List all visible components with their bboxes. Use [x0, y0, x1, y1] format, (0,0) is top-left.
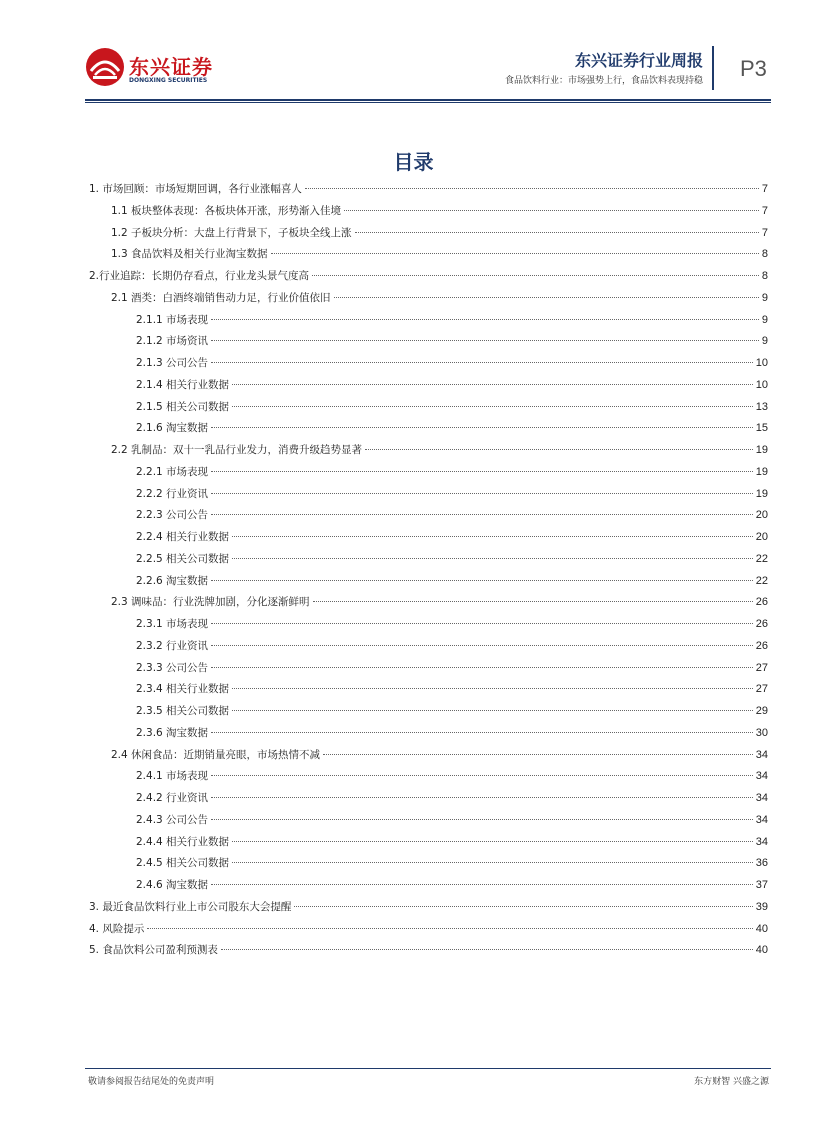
toc-leader-dots — [211, 645, 753, 646]
toc-leader-dots — [211, 623, 753, 624]
toc-entry[interactable] — [85, 942, 768, 964]
toc-entry-label: 2.3.1 市场表现 — [136, 618, 209, 630]
toc-leader-dots — [344, 210, 759, 211]
toc-entry-page: 27 — [755, 683, 768, 696]
toc-leader-dots — [232, 688, 753, 689]
toc-leader-dots — [211, 775, 753, 776]
toc-leader-dots — [232, 841, 753, 842]
toc-entry[interactable] — [85, 812, 768, 834]
toc-entry[interactable] — [85, 529, 768, 551]
toc-entry[interactable] — [85, 377, 768, 399]
toc-entry-label: 1.2 子板块分析：大盘上行背景下，子板块全线上涨 — [111, 226, 352, 239]
toc-entry[interactable] — [85, 551, 768, 573]
toc-leader-dots — [313, 601, 753, 602]
toc-entry[interactable] — [85, 921, 768, 943]
toc-leader-dots — [211, 732, 753, 733]
toc-entry[interactable] — [85, 355, 768, 377]
toc-entry-label: 2.行业追踪：长期仍存看点，行业龙头景气度高 — [89, 270, 310, 282]
report-title: 东兴证券行业周报 — [574, 51, 703, 70]
toc-entry[interactable] — [85, 681, 768, 703]
toc-entry[interactable] — [85, 616, 768, 638]
toc-leader-dots — [232, 862, 753, 863]
toc-title: 目录 — [393, 150, 434, 174]
toc-entry-page: 7 — [761, 226, 768, 239]
toc-entry-page: 34 — [755, 748, 768, 761]
toc-leader-dots — [211, 514, 753, 515]
toc-leader-dots — [211, 427, 753, 428]
toc-entry[interactable] — [85, 333, 768, 355]
toc-entry-page: 26 — [755, 596, 768, 609]
toc-entry-label: 2.4.4 相关行业数据 — [136, 835, 230, 848]
toc-entry[interactable] — [85, 420, 768, 442]
footer-slogan: 东方财智 兴盛之源 — [694, 1077, 769, 1087]
toc-entry-page: 10 — [755, 378, 768, 391]
page-number: P3 — [740, 56, 767, 81]
toc-entry-label: 2.2.1 市场表现 — [136, 465, 209, 478]
toc-entry-page: 26 — [755, 639, 768, 652]
toc-entry-label: 2.1.5 相关公司数据 — [136, 400, 230, 413]
toc-entry-page: 34 — [755, 835, 768, 848]
header-rule-thin — [85, 102, 771, 103]
toc-leader-dots — [221, 949, 753, 950]
toc-entry-label: 2.1 酒类：白酒终端销售动力足，行业价值依旧 — [111, 291, 331, 304]
toc-leader-dots — [232, 536, 753, 537]
toc-entry-label: 2.2.5 相关公司数据 — [136, 552, 230, 565]
toc-entry-label: 2.1.6 淘宝数据 — [136, 422, 209, 435]
toc-entry-label: 2.3.5 相关公司数据 — [136, 705, 230, 717]
header-divider — [712, 46, 714, 90]
toc-entry-label: 2.4.1 市场表现 — [136, 770, 209, 783]
toc-entry-page: 10 — [755, 357, 768, 369]
table-of-contents — [85, 181, 768, 964]
toc-leader-dots — [232, 384, 753, 385]
toc-leader-dots — [147, 928, 752, 929]
toc-entry-page: 7 — [761, 183, 768, 195]
toc-leader-dots — [294, 906, 752, 907]
toc-entry-page: 29 — [755, 705, 768, 717]
toc-entry[interactable] — [85, 312, 768, 334]
toc-leader-dots — [211, 667, 753, 668]
toc-entry-label: 2.4.3 公司公告 — [136, 813, 209, 826]
toc-entry-label: 3. 最近食品饮料行业上市公司股东大会提醒 — [89, 900, 292, 913]
toc-entry[interactable] — [85, 594, 768, 616]
toc-entry-page: 9 — [761, 335, 768, 348]
toc-entry-label: 2.2.2 行业资讯 — [136, 487, 209, 500]
toc-entry-label: 2.3.6 淘宝数据 — [136, 726, 209, 739]
toc-entry[interactable] — [85, 464, 768, 486]
toc-entry-page: 37 — [755, 879, 768, 891]
dongxing-logo-icon — [85, 47, 125, 87]
toc-leader-dots — [211, 340, 759, 341]
toc-entry[interactable] — [85, 855, 768, 877]
toc-entry-label: 2.3.3 公司公告 — [136, 661, 209, 674]
toc-leader-dots — [211, 580, 753, 581]
toc-entry-label: 2.4.2 行业资讯 — [136, 792, 209, 804]
footer-rule — [85, 1068, 771, 1069]
toc-entry[interactable] — [85, 290, 768, 312]
toc-leader-dots — [211, 884, 753, 885]
toc-entry-page: 34 — [755, 813, 768, 826]
header-rule — [85, 99, 771, 101]
toc-entry-label: 2.2.6 淘宝数据 — [136, 574, 209, 587]
toc-entry-label: 2.4.5 相关公司数据 — [136, 857, 230, 870]
toc-entry-page: 39 — [755, 900, 768, 913]
toc-entry[interactable] — [85, 203, 768, 225]
company-logo — [85, 47, 225, 91]
toc-entry-page: 30 — [755, 726, 768, 739]
logo-text-cn: 东兴证券 — [129, 55, 213, 79]
toc-entry-page: 19 — [755, 444, 768, 456]
toc-entry-label: 2.4 休闲食品：近期销量亮眼，市场热情不减 — [111, 748, 321, 761]
toc-leader-dots — [211, 319, 759, 320]
toc-entry[interactable] — [85, 442, 768, 464]
toc-leader-dots — [355, 232, 759, 233]
toc-entry[interactable] — [85, 507, 768, 529]
toc-entry-label: 1.3 食品饮料及相关行业淘宝数据 — [111, 248, 268, 261]
toc-leader-dots — [232, 406, 753, 407]
toc-entry-page: 20 — [755, 509, 768, 522]
toc-leader-dots — [232, 710, 753, 711]
toc-leader-dots — [365, 449, 753, 450]
toc-entry[interactable] — [85, 747, 768, 769]
toc-entry-page: 34 — [755, 792, 768, 804]
toc-entry[interactable] — [85, 399, 768, 421]
toc-entry-page: 19 — [755, 465, 768, 478]
toc-entry[interactable] — [85, 246, 768, 268]
toc-leader-dots — [211, 362, 753, 363]
toc-entry-page: 9 — [761, 291, 768, 304]
toc-entry-label: 2.2 乳制品：双十一乳品行业发力，消费升级趋势显著 — [111, 444, 363, 456]
toc-entry-label: 2.2.4 相关行业数据 — [136, 531, 230, 543]
toc-entry-label: 2.3.4 相关行业数据 — [136, 683, 230, 696]
toc-entry[interactable] — [85, 268, 768, 290]
toc-leader-dots — [334, 297, 759, 298]
footer-disclaimer: 敬请参阅报告结尾处的免责声明 — [88, 1077, 215, 1087]
toc-entry-label: 2.1.2 市场资讯 — [136, 335, 209, 348]
toc-entry-page: 9 — [761, 313, 768, 326]
toc-entry-page: 8 — [761, 248, 768, 261]
toc-leader-dots — [211, 797, 753, 798]
toc-entry-page: 15 — [755, 422, 768, 435]
toc-leader-dots — [211, 819, 753, 820]
toc-leader-dots — [312, 275, 759, 276]
toc-entry-label: 1.1 板块整体表现：各板块体开涨，形势渐入佳境 — [111, 204, 342, 217]
page-header — [0, 0, 827, 104]
toc-entry-label: 2.1.1 市场表现 — [136, 313, 209, 326]
toc-entry-label: 2.1.4 相关行业数据 — [136, 378, 230, 391]
toc-leader-dots — [211, 471, 753, 472]
toc-entry-label: 4. 风险提示 — [89, 922, 145, 935]
toc-entry[interactable] — [85, 834, 768, 856]
toc-entry[interactable] — [85, 877, 768, 899]
toc-entry-page: 19 — [755, 487, 768, 500]
toc-entry[interactable] — [85, 573, 768, 595]
toc-entry-page: 40 — [755, 944, 768, 957]
toc-leader-dots — [232, 558, 753, 559]
toc-entry-label: 1. 市场回顾：市场短期回调，各行业涨幅喜人 — [89, 183, 302, 195]
toc-entry[interactable] — [85, 790, 768, 812]
toc-entry[interactable] — [85, 768, 768, 790]
toc-entry[interactable] — [85, 181, 768, 203]
report-subtitle: 食品饮料行业：市场强势上行，食品饮料表现持稳 — [504, 76, 703, 86]
toc-entry-label: 2.4.6 淘宝数据 — [136, 879, 209, 891]
toc-entry-page: 7 — [761, 204, 768, 217]
toc-entry-label: 5. 食品饮料公司盈利预测表 — [89, 944, 218, 957]
toc-leader-dots — [323, 754, 753, 755]
toc-entry-label: 2.3.2 行业资讯 — [136, 639, 209, 652]
logo-text-en: DONGXING SECURITIES — [129, 77, 208, 84]
toc-entry-label: 2.1.3 公司公告 — [136, 357, 209, 369]
toc-entry-page: 40 — [755, 922, 768, 935]
toc-entry-page: 27 — [755, 661, 768, 674]
toc-leader-dots — [211, 493, 753, 494]
toc-entry-page: 13 — [755, 400, 768, 413]
toc-entry[interactable] — [85, 638, 768, 660]
toc-entry[interactable] — [85, 899, 768, 921]
toc-entry-page: 22 — [755, 574, 768, 587]
toc-entry[interactable] — [85, 486, 768, 508]
toc-entry-label: 2.3 调味品：行业洗牌加剧，分化逐渐鲜明 — [111, 596, 310, 609]
toc-entry-page: 26 — [755, 618, 768, 630]
toc-entry-page: 22 — [755, 552, 768, 565]
toc-entry-page: 34 — [755, 770, 768, 783]
toc-entry-label: 2.2.3 公司公告 — [136, 509, 209, 522]
toc-entry-page: 8 — [761, 270, 768, 282]
toc-entry[interactable] — [85, 660, 768, 682]
toc-leader-dots — [271, 253, 759, 254]
toc-leader-dots — [305, 188, 759, 189]
toc-entry[interactable] — [85, 703, 768, 725]
toc-entry[interactable] — [85, 725, 768, 747]
toc-entry[interactable] — [85, 225, 768, 247]
toc-entry-page: 36 — [755, 857, 768, 870]
toc-entry-page: 20 — [755, 531, 768, 543]
